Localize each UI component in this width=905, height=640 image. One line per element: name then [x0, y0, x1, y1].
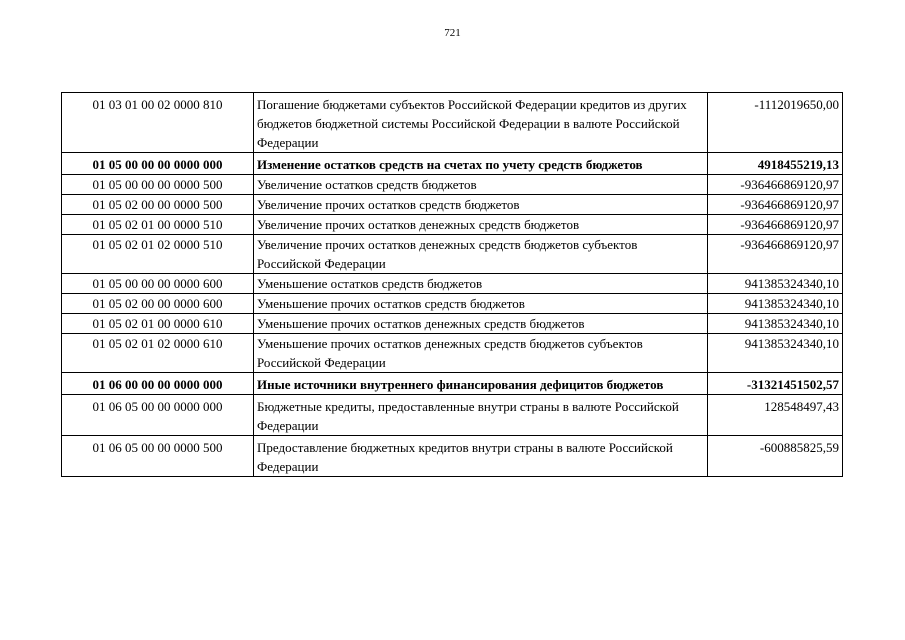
row-amount: -936466869120,97: [708, 215, 843, 235]
row-description: Изменение остатков средств на счетах по учету средств бюджетов: [254, 153, 708, 175]
row-amount: 941385324340,10: [708, 314, 843, 334]
row-description: Уменьшение остатков средств бюджетов: [254, 274, 708, 294]
row-code: 01 03 01 00 02 0000 810: [62, 93, 254, 153]
row-code: 01 06 05 00 00 0000 500: [62, 436, 254, 477]
row-amount: 128548497,43: [708, 395, 843, 436]
row-description: Увеличение прочих остатков средств бюджетов: [254, 195, 708, 215]
row-code: 01 06 05 00 00 0000 000: [62, 395, 254, 436]
row-code: 01 05 00 00 00 0000 500: [62, 175, 254, 195]
row-amount: -600885825,59: [708, 436, 843, 477]
table-row: [62, 314, 843, 334]
row-amount: -1112019650,00: [708, 93, 843, 153]
row-description: Увеличение прочих остатков денежных средств бюджетов: [254, 215, 708, 235]
row-description: Уменьшение прочих остатков денежных средств бюджетов: [254, 314, 708, 334]
row-amount: 941385324340,10: [708, 274, 843, 294]
row-amount: -31321451502,57: [708, 373, 843, 395]
row-code: 01 05 02 00 00 0000 500: [62, 195, 254, 215]
budget-sources-table: [61, 92, 843, 477]
table-row: [62, 235, 843, 274]
table-row: [62, 215, 843, 235]
table-row: [62, 294, 843, 314]
row-description: Иные источники внутреннего финансирования дефицитов бюджетов: [254, 373, 708, 395]
row-description: Увеличение прочих остатков денежных средств бюджетов субъектов Российской Федерации: [254, 235, 708, 274]
row-description: Погашение бюджетами субъектов Российской Федерации кредитов из других бюджетов бюджетной системы Российской Федерации в валюте Российской Федерации: [254, 93, 708, 153]
row-amount: 941385324340,10: [708, 334, 843, 373]
row-description: Уменьшение прочих остатков средств бюджетов: [254, 294, 708, 314]
table-row: [62, 175, 843, 195]
row-code: 01 05 02 00 00 0000 600: [62, 294, 254, 314]
row-code: 01 05 02 01 02 0000 610: [62, 334, 254, 373]
row-code: 01 06 00 00 00 0000 000: [62, 373, 254, 395]
table-row: [62, 334, 843, 373]
row-description: Предоставление бюджетных кредитов внутри страны в валюте Российской Федерации: [254, 436, 708, 477]
row-amount: -936466869120,97: [708, 195, 843, 215]
table-row: [62, 195, 843, 215]
table-row: [62, 395, 843, 436]
table-row: [62, 153, 843, 175]
row-code: 01 05 02 01 00 0000 510: [62, 215, 254, 235]
row-description: Уменьшение прочих остатков денежных средств бюджетов субъектов Российской Федерации: [254, 334, 708, 373]
table-row: [62, 93, 843, 153]
row-description: Бюджетные кредиты, предоставленные внутри страны в валюте Российской Федерации: [254, 395, 708, 436]
row-code: 01 05 00 00 00 0000 600: [62, 274, 254, 294]
table-row: [62, 436, 843, 477]
table-body: [62, 93, 843, 477]
row-amount: -936466869120,97: [708, 175, 843, 195]
row-description: Увеличение остатков средств бюджетов: [254, 175, 708, 195]
row-code: 01 05 00 00 00 0000 000: [62, 153, 254, 175]
row-code: 01 05 02 01 02 0000 510: [62, 235, 254, 274]
table-row: [62, 274, 843, 294]
page-number: 721: [444, 27, 461, 39]
row-amount: -936466869120,97: [708, 235, 843, 274]
row-code: 01 05 02 01 00 0000 610: [62, 314, 254, 334]
row-amount: 941385324340,10: [708, 294, 843, 314]
row-amount: 4918455219,13: [708, 153, 843, 175]
table-row: [62, 373, 843, 395]
